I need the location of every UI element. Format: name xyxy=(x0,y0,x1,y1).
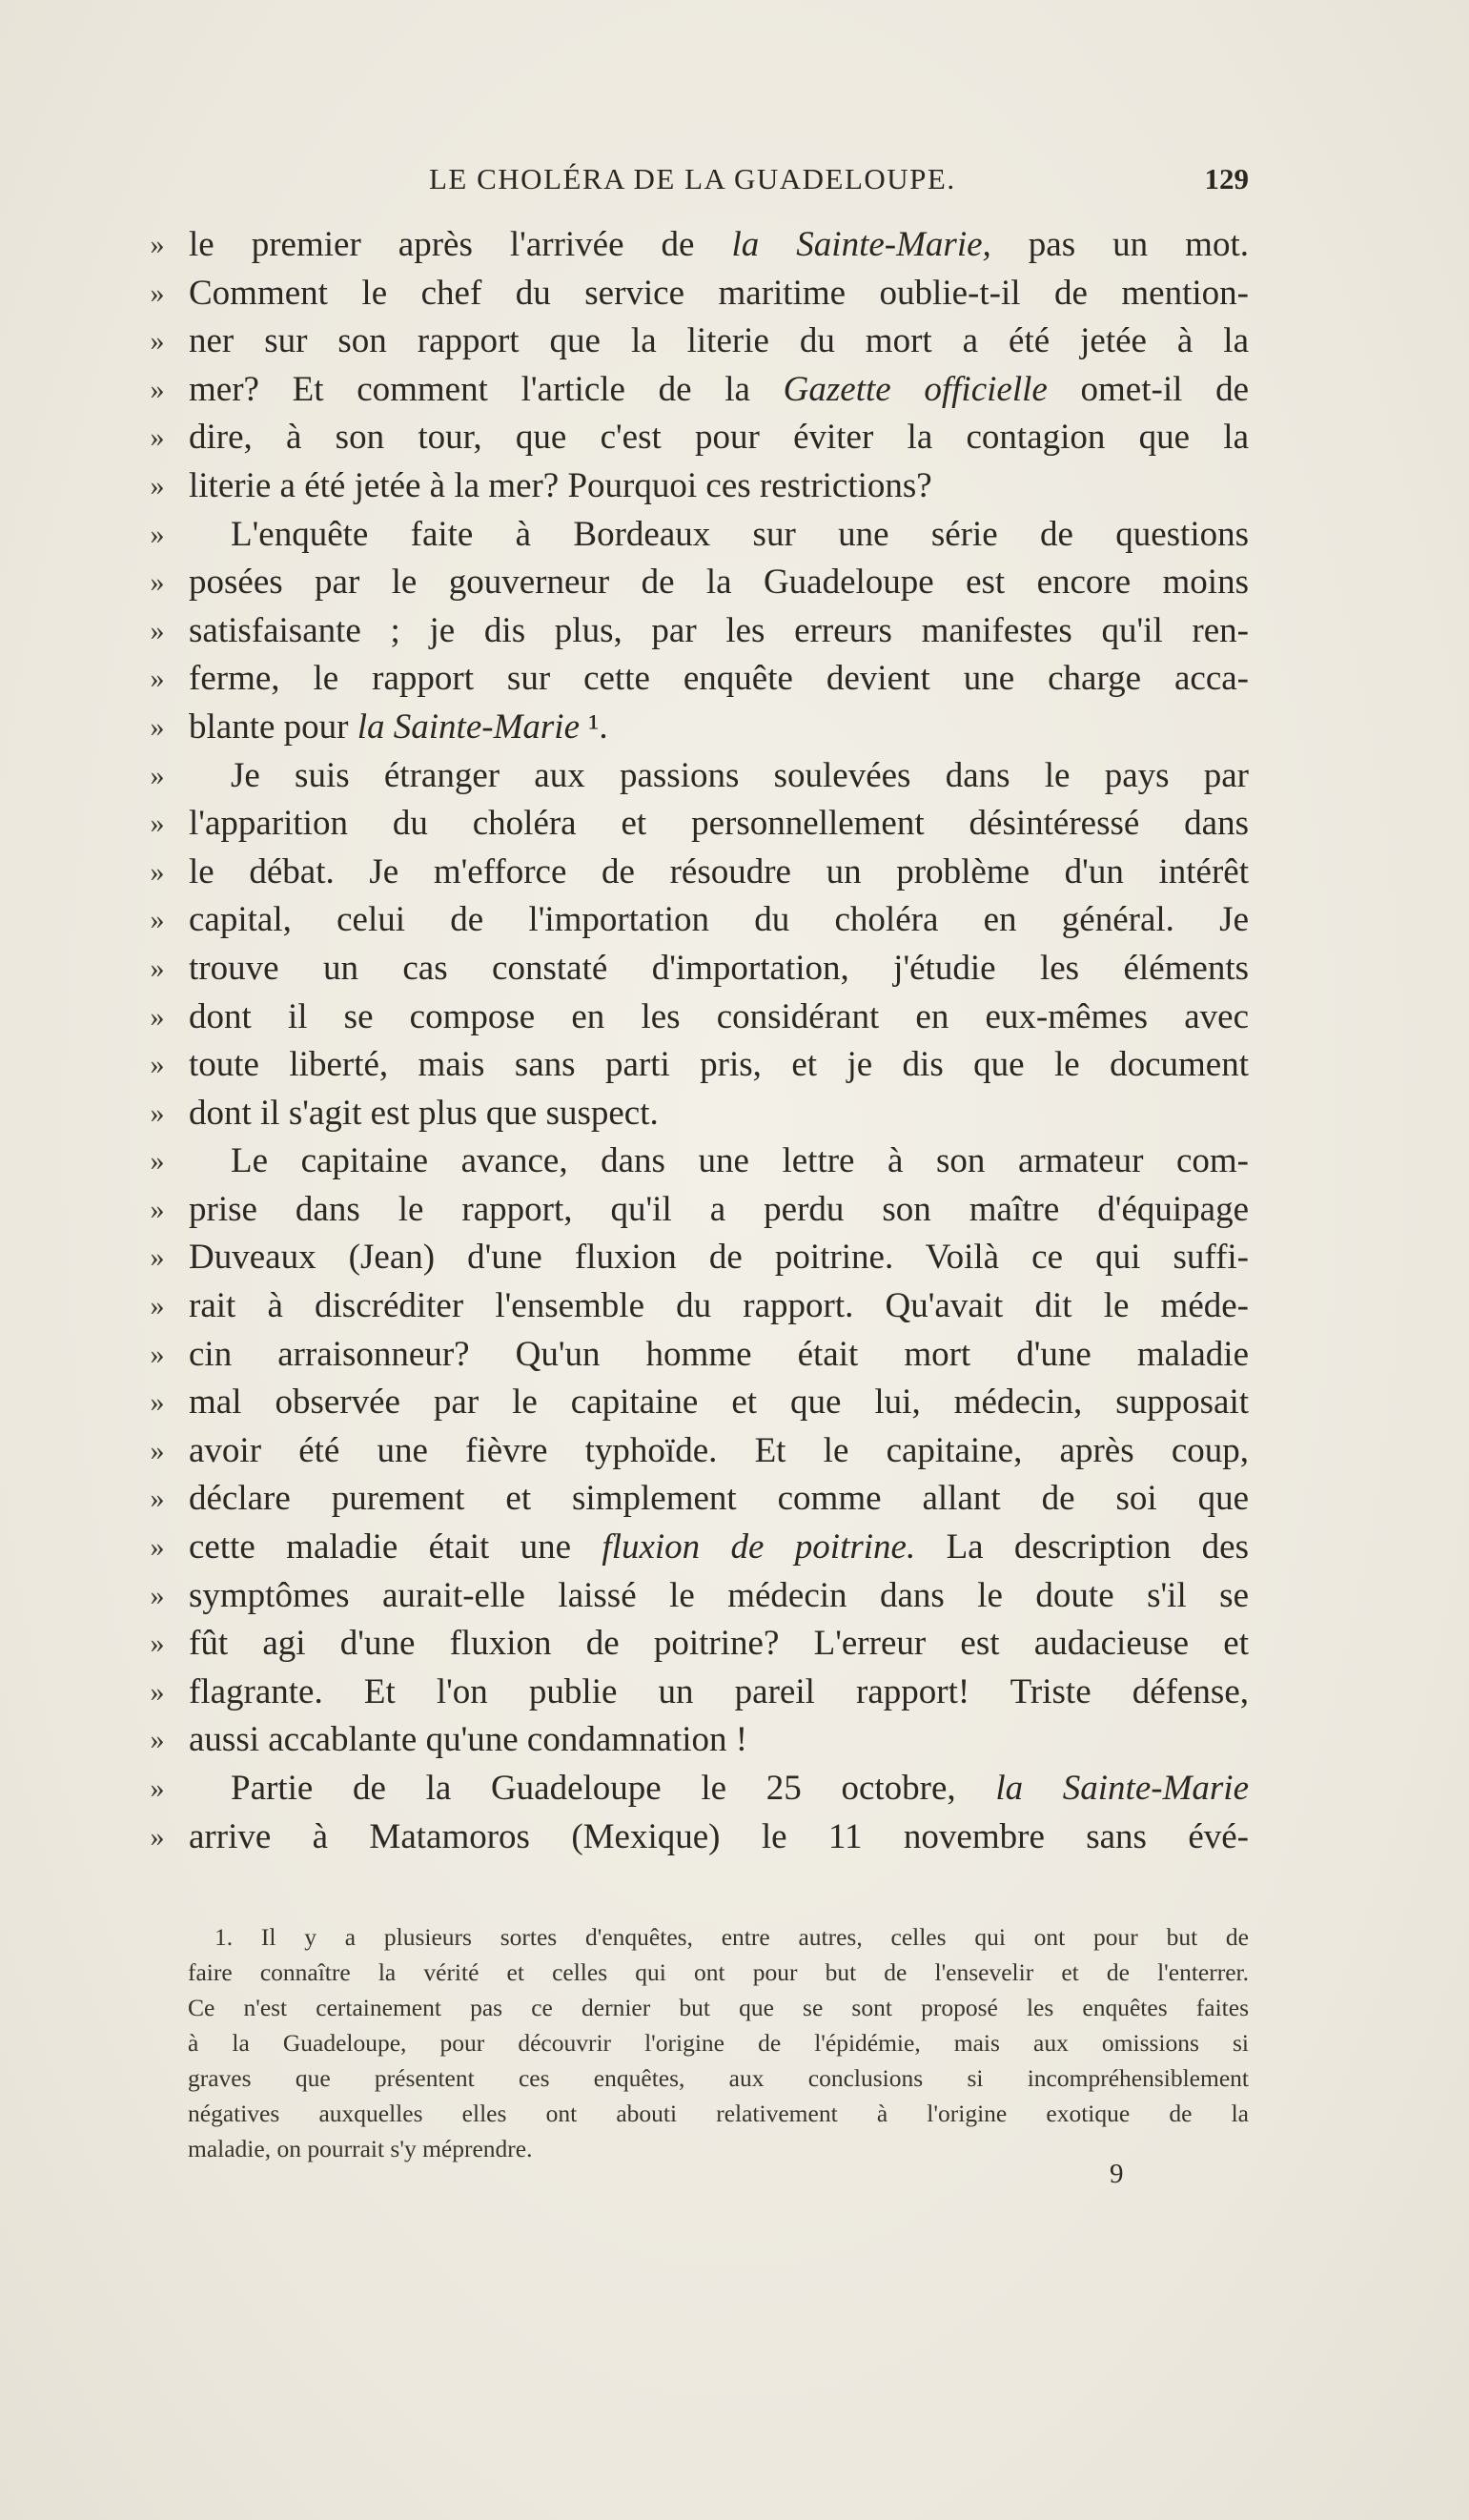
text-line xyxy=(143,414,1249,462)
text-run: ¹. xyxy=(580,707,608,747)
text-line xyxy=(143,1186,1249,1235)
text-run: dont il s'agit est plus que suspect. xyxy=(189,1093,659,1133)
quote-mark: » xyxy=(150,952,165,984)
quote-mark: » xyxy=(150,566,165,599)
text-run: Partie de la Guadeloupe le 25 octobre, xyxy=(231,1769,996,1808)
line-text xyxy=(189,945,1249,994)
text-run: arrive à Matamoros (Mexique) le 11 novembre sans évé- xyxy=(189,1816,1249,1856)
text-run: l'apparition du choléra et personnellement désintéressé dans xyxy=(189,804,1249,844)
text-line xyxy=(143,655,1249,704)
text-run: avoir été une fièvre typhoïde. Et le capitaine, après coup, xyxy=(189,1430,1249,1470)
text-run: rait à discréditer l'ensemble du rapport. Qu'avait dit le méde- xyxy=(189,1286,1249,1326)
text-run: capital, celui de l'importation du choléra en général. Je xyxy=(189,900,1249,940)
quote-mark: » xyxy=(150,1145,165,1178)
italic-phrase: Gazette officielle xyxy=(783,369,1048,409)
text-line xyxy=(143,1137,1249,1186)
text-line xyxy=(143,1572,1249,1621)
line-text xyxy=(189,1669,1249,1717)
text-run: La description des xyxy=(915,1527,1249,1567)
quote-mark: » xyxy=(150,1628,165,1660)
text-line xyxy=(143,1427,1249,1476)
quote-mark: » xyxy=(150,518,165,550)
italic-phrase: fluxion de poitrine. xyxy=(602,1527,916,1567)
quote-mark: » xyxy=(150,759,165,791)
line-text xyxy=(189,221,1249,270)
quote-mark: » xyxy=(150,1193,165,1225)
quote-mark: » xyxy=(150,710,165,743)
line-text xyxy=(231,511,1249,560)
quote-mark: » xyxy=(150,904,165,936)
line-text xyxy=(189,1379,1249,1427)
quote-mark: » xyxy=(150,1820,165,1853)
line-text xyxy=(189,1475,1249,1524)
line-text xyxy=(231,752,1249,801)
quote-mark: » xyxy=(150,1049,165,1081)
quote-mark: » xyxy=(150,1290,165,1322)
text-line xyxy=(143,849,1249,897)
footnote-line: Ce n'est certainement pas ce dernier but que se sont proposé les enquêtes faites xyxy=(188,1994,1249,2021)
text-line xyxy=(143,1331,1249,1380)
text-run: fût agi d'une fluxion de poitrine? L'erreur est audacieuse et xyxy=(189,1624,1249,1664)
line-text xyxy=(189,800,1249,849)
text-line xyxy=(143,607,1249,656)
quote-mark: » xyxy=(150,614,165,646)
text-line xyxy=(143,221,1249,270)
footnote-line: graves que présentent ces enquêtes, aux conclusions si incompréhensiblement xyxy=(188,2064,1249,2092)
text-run: posées par le gouverneur de la Guadeloupe est encore moins xyxy=(189,563,1249,603)
line-text xyxy=(189,559,1249,607)
text-run: flagrante. Et l'on publie un pareil rapport! Triste défense, xyxy=(189,1671,1249,1711)
text-run: dont il se compose en les considérant en eux-mêmes avec xyxy=(189,996,1249,1036)
text-line xyxy=(143,318,1249,366)
text-line xyxy=(143,1620,1249,1669)
text-run: Le capitaine avance, dans une lettre à son armateur com- xyxy=(231,1141,1249,1181)
text-run: aussi accablante qu'une condamnation ! xyxy=(189,1720,748,1760)
text-line xyxy=(143,1234,1249,1282)
line-text xyxy=(189,414,1249,462)
text-line xyxy=(143,1041,1249,1090)
text-run: mal observée par le capitaine et que lui, médecin, supposait xyxy=(189,1383,1249,1423)
text-line xyxy=(143,800,1249,849)
text-line xyxy=(143,559,1249,607)
line-text xyxy=(189,366,1249,415)
italic-phrase: la Sainte-Marie xyxy=(995,1769,1249,1808)
line-text xyxy=(231,1137,1249,1186)
text-run: L'enquête faite à Bordeaux sur une série de questions xyxy=(231,514,1249,554)
text-run: blante pour xyxy=(189,707,357,747)
quote-mark: » xyxy=(150,469,165,502)
line-text xyxy=(189,1090,1249,1138)
line-text xyxy=(189,1282,1249,1331)
text-line xyxy=(143,1090,1249,1138)
text-run: Comment le chef du service maritime oublie-t-il de mention- xyxy=(189,273,1249,313)
text-run: prise dans le rapport, qu'il a perdu son maître d'équipage xyxy=(189,1189,1249,1229)
text-run: déclare purement et simplement comme allant de soi que xyxy=(189,1479,1249,1519)
text-run: literie a été jetée à la mer? Pourquoi ces restrictions? xyxy=(189,465,932,505)
footnote-line: négatives auxquelles elles ont abouti relativement à l'origine exotique de la xyxy=(188,2100,1249,2127)
quote-mark: » xyxy=(150,1241,165,1274)
text-line xyxy=(143,1813,1249,1862)
line-text xyxy=(189,607,1249,656)
line-text xyxy=(189,1572,1249,1621)
text-line xyxy=(143,366,1249,415)
text-run: le premier après l'arrivée de xyxy=(189,225,732,264)
text-line xyxy=(143,1765,1249,1813)
text-run: toute liberté, mais sans parti pris, et je dis que le document xyxy=(189,1045,1249,1085)
quote-mark: » xyxy=(150,1338,165,1370)
quote-mark: » xyxy=(150,1434,165,1466)
page-number: 129 xyxy=(1204,162,1249,195)
quote-mark: » xyxy=(150,277,165,309)
quote-mark: » xyxy=(150,808,165,840)
main-text-block xyxy=(143,221,1249,1861)
text-run: Duveaux (Jean) d'une fluxion de poitrine. Voilà ce qui suffi- xyxy=(189,1238,1249,1278)
text-line xyxy=(143,896,1249,945)
text-line xyxy=(143,1524,1249,1572)
quote-mark: » xyxy=(150,229,165,260)
italic-phrase: la Sainte-Marie xyxy=(357,707,580,747)
footnote-line: faire connaître la vérité et celles qui ont pour but de l'ensevelir et de l'enterrer. xyxy=(188,1958,1249,1986)
text-run: trouve un cas constaté d'importation, j'étudie les éléments xyxy=(189,948,1249,988)
text-run: mer? Et comment l'article de la xyxy=(189,369,784,409)
text-line xyxy=(143,270,1249,318)
signature-mark: 9 xyxy=(1110,2159,1124,2189)
line-text xyxy=(189,1620,1249,1669)
line-text xyxy=(189,1813,1249,1862)
quote-mark: » xyxy=(150,855,165,888)
page-header xyxy=(191,162,1249,210)
quote-mark: » xyxy=(150,1386,165,1419)
text-run: le débat. Je m'efforce de résoudre un problème d'un intérêt xyxy=(189,851,1249,891)
text-run: symptômes aurait-elle laissé le médecin dans le doute s'il se xyxy=(189,1575,1249,1615)
line-text xyxy=(189,849,1249,897)
quote-mark: » xyxy=(150,1724,165,1756)
line-text xyxy=(189,462,1249,511)
quote-mark: » xyxy=(150,663,165,695)
quote-mark: » xyxy=(150,1483,165,1515)
text-run: cin arraisonneur? Qu'un homme était mort d'une maladie xyxy=(189,1334,1249,1374)
text-run: pas un mot. xyxy=(990,225,1249,264)
text-line xyxy=(143,462,1249,511)
quote-mark: » xyxy=(150,421,165,454)
text-line xyxy=(143,945,1249,994)
text-run: ner sur son rapport que la literie du mort a été jetée à la xyxy=(189,321,1249,361)
italic-phrase: la Sainte-Marie, xyxy=(731,225,991,264)
text-run: cette maladie était une xyxy=(189,1527,602,1567)
text-line xyxy=(143,1716,1249,1765)
text-line xyxy=(143,1669,1249,1717)
quote-mark: » xyxy=(150,1096,165,1129)
quote-mark: » xyxy=(150,1579,165,1611)
line-text xyxy=(189,704,1249,752)
line-text xyxy=(189,1524,1249,1572)
text-run: ferme, le rapport sur cette enquête devient une charge acca- xyxy=(189,659,1249,699)
text-line xyxy=(143,1379,1249,1427)
text-line xyxy=(143,704,1249,752)
quote-mark: » xyxy=(150,1000,165,1033)
footnote-line: 1. Il y a plusieurs sortes d'enquêtes, entre autres, celles qui ont pour but de xyxy=(214,1923,1249,1951)
line-text xyxy=(189,318,1249,366)
text-line xyxy=(143,994,1249,1042)
footnote-line: maladie, on pourrait s'y méprendre. xyxy=(188,2135,533,2162)
text-run: satisfaisante ; je dis plus, par les erreurs manifestes qu'il ren- xyxy=(189,610,1249,650)
line-text xyxy=(189,1427,1249,1476)
running-head: LE CHOLÉRA DE LA GUADELOUPE. xyxy=(429,162,956,195)
quote-mark: » xyxy=(150,373,165,405)
text-line xyxy=(143,1282,1249,1331)
quote-mark: » xyxy=(150,325,165,358)
line-text xyxy=(189,994,1249,1042)
footnote-line: à la Guadeloupe, pour découvrir l'origine de l'épidémie, mais aux omissions si xyxy=(188,2029,1249,2057)
line-text xyxy=(189,270,1249,318)
line-text xyxy=(189,1041,1249,1090)
text-line xyxy=(143,511,1249,560)
line-text xyxy=(189,655,1249,704)
text-line xyxy=(143,1475,1249,1524)
line-text xyxy=(231,1765,1249,1813)
footnote-block xyxy=(188,1919,1249,2166)
text-line xyxy=(143,752,1249,801)
quote-mark: » xyxy=(150,1772,165,1804)
quote-mark: » xyxy=(150,1675,165,1708)
text-run: omet-il de xyxy=(1047,369,1249,409)
text-run: Je suis étranger aux passions soulevées dans le pays par xyxy=(231,755,1249,795)
text-run: dire, à son tour, que c'est pour éviter la contagion que la xyxy=(189,418,1249,458)
line-text xyxy=(189,1234,1249,1282)
line-text xyxy=(189,1186,1249,1235)
line-text xyxy=(189,1716,1249,1765)
quote-mark: » xyxy=(150,1531,165,1564)
line-text xyxy=(189,896,1249,945)
line-text xyxy=(189,1331,1249,1380)
